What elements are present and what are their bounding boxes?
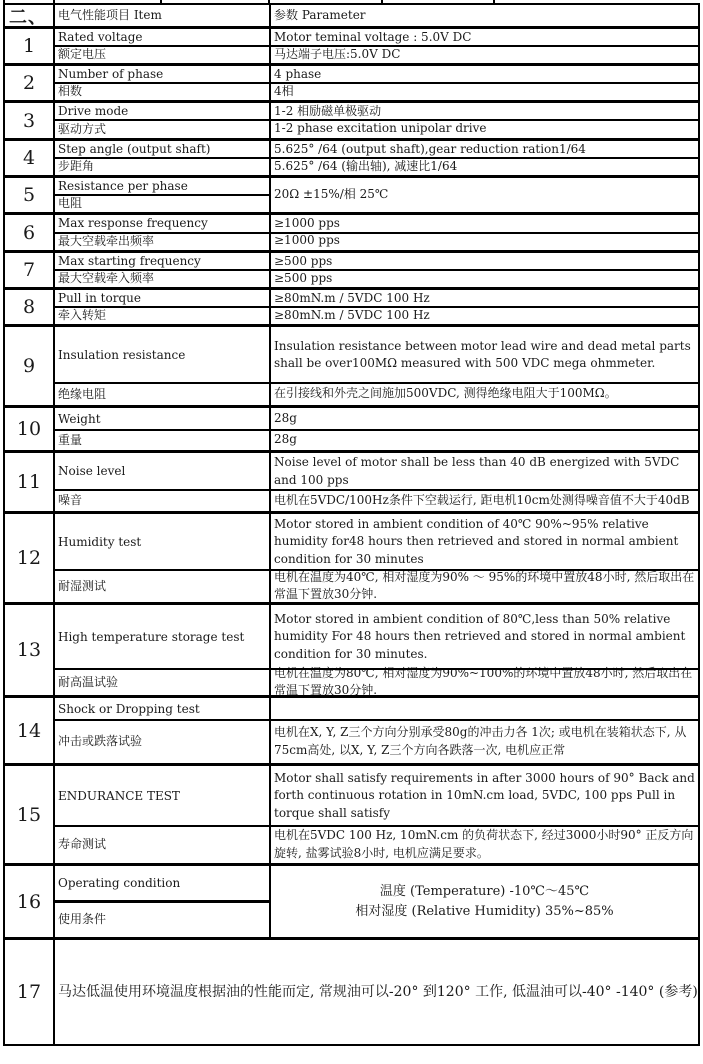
table-row — [5, 866, 698, 940]
header-parameter: 参数 Parameter — [274, 7, 366, 22]
row-divider — [55, 429, 698, 431]
row-divider — [55, 306, 698, 308]
item-en: Noise level — [55, 453, 271, 490]
param-en — [271, 698, 698, 720]
item-en: Max starting frequency — [55, 253, 271, 270]
item-en: Drive mode — [55, 103, 271, 120]
param-en: Motor stored in ambient condition of 80℃,less than 50% relative humidity For 48 hours then retrieved and stored in normal ambient condition for 30 minutes. — [274, 611, 686, 661]
item-cn: 相数 — [55, 83, 271, 100]
param-en: Motor shall satisfy requirements in after 3000 hours of 90° Back and forth continuous rotation in 10mN.cm load, 5VDC, 100 pps Pull in torque shall satisfy — [274, 770, 695, 820]
row-divider — [55, 45, 698, 47]
param-cn: 电机在5VDC 100 Hz, 10mN.cm 的负荷状态下, 经过3000小时90° 正反方向旋转, 盐雾试验8小时, 电机应满足要求。 — [274, 828, 694, 860]
section-number: 二、 — [5, 5, 55, 26]
item-cn: 冲击或跌落试验 — [55, 720, 271, 763]
param-cn: 马达端子电压:5.0V DC — [274, 46, 401, 61]
row-divider — [55, 900, 271, 903]
low-temperature-note: 马达低温使用环境温度根据油的性能而定, 常规油可以-20° 到120° 工作, 低温油可以-40° -140° (参考) — [58, 984, 698, 1000]
row-number: 15 — [5, 766, 55, 863]
item-en: Number of phase — [55, 66, 271, 83]
table-row — [5, 766, 698, 866]
row-divider — [55, 719, 698, 721]
item-cn: 最大空载牵出频率 — [55, 232, 271, 250]
row-number: 2 — [5, 66, 55, 100]
table-row — [5, 290, 698, 327]
humidity-range: 相对湿度 (Relative Humidity) 35%~85% — [355, 903, 614, 919]
param-cn: ≥80mN.m / 5VDC 100 Hz — [274, 307, 430, 322]
row-number: 11 — [5, 453, 55, 511]
table-row — [5, 698, 698, 766]
table-row — [5, 66, 698, 103]
table-row — [5, 327, 698, 408]
item-cn: 耐湿测试 — [55, 570, 271, 602]
param-en: Motor teminal voltage : 5.0V DC — [274, 29, 472, 44]
item-cn: 寿命测试 — [55, 826, 271, 863]
param-cn: 电机在温度为40℃, 相对湿度为90% ～ 95%的环境中置放48小时, 然后取出在常温下置放30分钟. — [274, 569, 695, 601]
row-divider — [55, 82, 698, 84]
param-en: 4 phase — [274, 66, 322, 81]
row-number: 17 — [5, 940, 55, 1044]
param-en: Motor stored in ambient condition of 40℃ 90%~95% relative humidity for48 hours then retrieved and stored in normal ambient condition for 30 minutes — [274, 516, 679, 566]
item-en: Resistance per phase — [55, 178, 271, 195]
row-number: 5 — [5, 178, 55, 212]
temperature-range: 温度 (Temperature) -10℃～45℃ — [379, 883, 590, 899]
row-number: 7 — [5, 253, 55, 287]
item-cn: 使用条件 — [55, 901, 271, 937]
item-cn: 驱动方式 — [55, 120, 271, 138]
row-number: 3 — [5, 103, 55, 138]
item-cn: 绝缘电阻 — [55, 383, 271, 405]
param-en: Noise level of motor shall be less than 40 dB energized with 5VDC and 100 pps — [274, 455, 680, 487]
row-number: 9 — [5, 327, 55, 405]
item-cn: 重量 — [55, 430, 271, 450]
item-en: ENDURANCE TEST — [55, 766, 271, 826]
row-divider — [55, 668, 698, 670]
table-row — [5, 29, 698, 66]
row-divider — [55, 157, 698, 159]
param-cn: 28g — [274, 432, 297, 447]
row-divider — [55, 269, 698, 271]
param-cn: 电机在5VDC/100Hz条件下空载运行, 距电机10cm处测得噪音值不大于40dB — [274, 492, 690, 507]
row-divider — [55, 569, 698, 571]
row-number: 4 — [5, 141, 55, 175]
row-divider — [55, 119, 698, 121]
param-cn: ≥500 pps — [274, 270, 333, 285]
row-number: 6 — [5, 215, 55, 250]
param-en: ≥500 pps — [274, 253, 333, 268]
row-divider — [55, 489, 698, 491]
item-en: Step angle (output shaft) — [55, 141, 271, 158]
param-en: 1-2 相励磁单极驱动 — [274, 103, 382, 118]
item-en: Pull in torque — [55, 290, 271, 307]
row-divider — [55, 232, 698, 234]
electrical-spec-table — [3, 3, 700, 1046]
param-en: ≥80mN.m / 5VDC 100 Hz — [274, 290, 430, 305]
item-en: Operating condition — [55, 866, 271, 901]
row-number: 1 — [5, 29, 55, 63]
table-header-row — [5, 5, 698, 29]
item-cn: 步距角 — [55, 158, 271, 175]
operating-condition-value — [271, 866, 698, 937]
param-en: Insulation resistance between motor lead wire and dead metal parts shall be over100MΩ measured with 500 VDC mega ohmmeter. — [274, 338, 691, 370]
item-en: Weight — [55, 408, 271, 430]
header-item: 电气性能项目 Item — [55, 5, 271, 26]
row-number: 13 — [5, 605, 55, 695]
table-row — [5, 103, 698, 141]
table-row — [5, 253, 698, 290]
table-row — [5, 215, 698, 253]
item-cn: 最大空载牵入频率 — [55, 270, 271, 287]
item-en: Rated voltage — [55, 29, 271, 46]
item-en: Max response frequency — [55, 215, 271, 232]
param-cn: ≥1000 pps — [274, 233, 340, 248]
param-value: 20Ω ±15%/相 25℃ — [274, 187, 389, 202]
item-en: Shock or Dropping test — [55, 698, 271, 720]
item-en: High temperature storage test — [55, 605, 271, 669]
item-cn: 耐高温试验 — [55, 669, 271, 695]
param-cn: 电机在温度为80℃, 相对湿度为90%~100%的环境中置放48小时, 然后取出在常温下置放30分钟. — [274, 665, 693, 697]
table-row — [5, 940, 698, 1044]
param-cn: 5.625° /64 (输出轴), 减速比1/64 — [274, 158, 458, 173]
table-row — [5, 178, 698, 215]
item-cn: 噪音 — [55, 490, 271, 511]
item-cn: 电阻 — [55, 195, 271, 212]
row-number: 14 — [5, 698, 55, 763]
row-number: 8 — [5, 290, 55, 324]
table-row — [5, 605, 698, 698]
param-en: 28g — [274, 411, 297, 426]
row-number: 12 — [5, 514, 55, 602]
table-row — [5, 453, 698, 514]
row-divider — [55, 382, 698, 384]
param-en: 5.625° /64 (output shaft),gear reduction ration1/64 — [274, 141, 586, 156]
item-en: Humidity test — [55, 514, 271, 570]
row-divider — [55, 825, 698, 827]
param-cn: 在引接线和外壳之间施加500VDC, 测得绝缘电阻大于100MΩ。 — [274, 386, 617, 401]
item-en: Insulation resistance — [55, 327, 271, 383]
table-row — [5, 141, 698, 178]
row-number: 16 — [5, 866, 55, 937]
param-en: ≥1000 pps — [274, 215, 340, 230]
param-cn: 4相 — [274, 83, 294, 98]
table-row — [5, 514, 698, 605]
item-cn: 额定电压 — [55, 46, 271, 63]
param-cn: 1-2 phase excitation unipolar drive — [274, 121, 487, 136]
row-divider — [55, 194, 271, 196]
param-cn: 电机在X, Y, Z三个方向分别承受80g的冲击力各 1次; 或电机在装箱状态下, 从75cm高处, 以X, Y, Z三个方向各跌落一次, 电机应正常 — [274, 725, 687, 757]
table-row — [5, 408, 698, 453]
item-cn: 牵入转矩 — [55, 307, 271, 324]
row-number: 10 — [5, 408, 55, 450]
